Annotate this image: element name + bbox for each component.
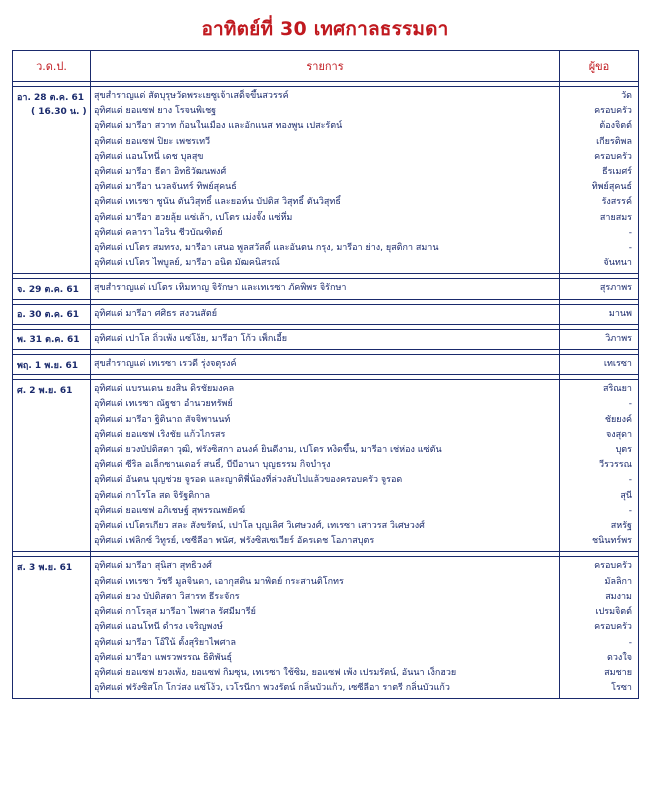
day-date-cell bbox=[13, 380, 91, 552]
requester-name: ครอบครัว bbox=[594, 561, 632, 572]
requester-name: - bbox=[628, 227, 632, 238]
requester-name: - bbox=[628, 243, 632, 254]
day-date: อา. 28 ต.ค. 61 bbox=[17, 93, 85, 103]
intention-item: อุทิศแด่ มารีอา ธีดา อิทธิวัฒนพงศ์ bbox=[94, 167, 227, 178]
intention-item: อุทิศแด่ เปโตร ไพบูลย์, มารีอา อนิต มัฒคนิสรณ์ bbox=[94, 258, 280, 269]
intention-item: อุทิศแด่ คลารา ไอริน ชีวบัณฑิตย์ bbox=[94, 227, 223, 238]
requester-name: ทิพย์สุคนธ์ bbox=[591, 182, 632, 193]
intention-list bbox=[91, 304, 560, 324]
requester-name: สมชาย bbox=[604, 667, 632, 678]
schedule-body bbox=[13, 82, 639, 699]
requester-name: โรซา bbox=[611, 683, 632, 694]
intention-item: อุทิศแด่ ยวงบัปติสตา วุฒิ, ฟรังซิสกา อนงค์ ยินดีงาม, เปโตร หงิดขึ้น, มารีอา เช่ห่อง แซ่ตัน bbox=[94, 445, 442, 456]
day-row bbox=[13, 380, 639, 552]
requester-name: วิภาพร bbox=[605, 333, 632, 344]
intention-list bbox=[91, 380, 560, 552]
items-column-header: รายการ bbox=[91, 51, 560, 82]
intention-item: อุทิศแด่ เปโตร สมทรง, มารีอา เสนอ พูลสวัสดิ์ และอันตน กรุง, มารีอา ย่าง, ยุสติกา สมาน bbox=[94, 243, 439, 254]
intention-item: อุทิศแด่ อันตน บุญช่วย จูรอด และญาติพี่น้องที่ล่วงลับไปแล้วของครอบครัว จูรอด bbox=[94, 475, 403, 486]
day-date: จ. 29 ต.ค. 61 bbox=[17, 285, 79, 296]
day-date: พฤ. 1 พ.ย. 61 bbox=[17, 360, 79, 371]
requester-name: รังสรรค์ bbox=[601, 197, 632, 208]
requester-name: สมงาม bbox=[605, 591, 632, 602]
intention-item: อุทิศแด่ ยอแซฟ ยวงเพ้ง, ยอแซฟ กิมซุน, เทเรซา ใช้ซิม, ยอแซฟ เพ้ง เปรมรัตน์, อันนา เง็กฮวย bbox=[94, 667, 457, 678]
requester-column-header: ผู้ขอ bbox=[560, 51, 639, 82]
intention-item: อุทิศแด่ ยอแซฟ ยาง โรจนพิเชฐ bbox=[94, 106, 217, 117]
requester-name: วีรวรรณ bbox=[599, 460, 632, 471]
page-title: อาทิตย์ที่ 30 เทศกาลธรรมดา bbox=[201, 18, 449, 40]
requester-list bbox=[560, 279, 639, 299]
requester-name: ครอบครัว bbox=[594, 622, 632, 633]
requester-list bbox=[560, 557, 639, 699]
intention-list bbox=[91, 329, 560, 349]
intention-item: สุขสำราญแด่ เทเรซา เรวดี รุ่งจตุรงค์ bbox=[94, 359, 237, 370]
intention-item: อุทิศแด่ มารีอา นวลจันทร์ ทิพย์สุคนธ์ bbox=[94, 182, 237, 193]
requester-name: - bbox=[628, 637, 632, 648]
intention-list bbox=[91, 557, 560, 699]
requester-name: ชนินทร์พร bbox=[592, 536, 632, 547]
intention-item: สุขสำราญแด่ เปโตร เหิมหาญ จิรักษา และเทเรซา ภัคพิพร จิรักษา bbox=[94, 283, 347, 294]
day-date: ศ. 2 พ.ย. 61 bbox=[17, 386, 73, 397]
day-date: พ. 31 ต.ค. 61 bbox=[17, 335, 80, 346]
intention-item: อุทิศแด่ เปาโล ถิ่วเพ้ง แซ่โง้ย, มารีอา โก้ว เพ็กเอี้ย bbox=[94, 333, 288, 344]
intention-item: อุทิศแด่ ซีริล อเล็กซานเดอร์ สนธิ์, บีบีอานา บุญธรรม กิจบำรุง bbox=[94, 460, 331, 471]
intention-item: อุทิศแด่ ยอแซฟ อภิเชษฐ์ สุพรรณพยัคฆ์ bbox=[94, 505, 246, 516]
requester-name: มานพ bbox=[608, 308, 632, 319]
day-row bbox=[13, 355, 639, 375]
intention-list bbox=[91, 87, 560, 274]
intention-item: อุทิศแด่ มารีอา สุนิสา สุทธิวงศ์ bbox=[94, 561, 212, 572]
intention-item: อุทิศแด่ มารีอา สวาท ก้อนในเมือง และอักแนส ทองพูน เปสะรัตน์ bbox=[94, 121, 343, 132]
intention-list bbox=[91, 279, 560, 299]
day-row bbox=[13, 87, 639, 274]
requester-name: สริณยา bbox=[602, 384, 632, 395]
requester-name: สายสมร bbox=[599, 212, 632, 223]
intention-item: อุทิศแด่ มารีอา ศศิธร สงวนสัตย์ bbox=[94, 308, 218, 319]
requester-name: - bbox=[628, 505, 632, 516]
mass-intention-table bbox=[12, 50, 639, 699]
intention-item: อุทิศแด่ เทเรซา วัชรี มูลจินดา, เอากุสติน มาพิตย์ กระสานติโกทร bbox=[94, 576, 344, 587]
requester-name: สุรภาพร bbox=[599, 283, 632, 294]
day-date-cell bbox=[13, 304, 91, 324]
requester-name: มัลลิกา bbox=[604, 576, 632, 587]
requester-name: - bbox=[628, 475, 632, 486]
intention-item: อุทิศแด่ ยวง บัปติสตา วิสารท ธีระจักร bbox=[94, 591, 240, 602]
requester-name: เปรมจิตต์ bbox=[595, 607, 632, 618]
date-column-header: ว.ด.ป. bbox=[13, 51, 91, 82]
requester-name: ชัยยงค์ bbox=[604, 414, 632, 425]
day-row bbox=[13, 557, 639, 699]
requester-name: ธีรเมศร์ bbox=[602, 167, 632, 178]
requester-list bbox=[560, 355, 639, 375]
day-date-cell bbox=[13, 279, 91, 299]
intention-item: อุทิศแด่ มารีอา ฐิตินาถ สัจจิพานนท์ bbox=[94, 414, 231, 425]
header-row bbox=[13, 51, 639, 82]
day-row bbox=[13, 279, 639, 299]
requester-name: จันทนา bbox=[603, 258, 632, 269]
requester-list bbox=[560, 87, 639, 274]
requester-name: ครอบครัว bbox=[594, 151, 632, 162]
day-date-cell bbox=[13, 87, 91, 274]
intention-item: อุทิศแด่ เปโตรเกียว สละ สังขรัตน์, เปาโล บุญเลิศ วิเศษวงศ์, เทเรซา เสาวรส วิเศษวงศ์ bbox=[94, 521, 425, 532]
requester-list bbox=[560, 329, 639, 349]
intention-item: อุทิศแด่ แบรนเดน ยงสิน ดิรชัยมงคล bbox=[94, 384, 235, 395]
day-row bbox=[13, 329, 639, 349]
intention-item: อุทิศแด่ เทเรซา ชูนัน ตันวิสุทธิ์ และยอห์น บัปติส วิสุทธิ์ ตันวิสุทธิ์ bbox=[94, 197, 341, 208]
mass-time: ( 16.30 น. ) bbox=[31, 107, 87, 117]
day-date-cell bbox=[13, 355, 91, 375]
intention-item: อุทิศแด่ กาโรโล สด จิรัฐติกาล bbox=[94, 490, 211, 501]
intention-item: อุทิศแด่ ยอแซฟ ปิยะ เพชรเทวี bbox=[94, 136, 211, 147]
requester-name: สุนี bbox=[620, 490, 632, 501]
requester-name: เทเรซา bbox=[603, 359, 632, 370]
requester-name: ครอบครัว bbox=[594, 106, 632, 117]
intention-item: อุทิศแด่ ยอแซฟ เริงชัย แก้วไกรสร bbox=[94, 429, 226, 440]
day-date-cell bbox=[13, 557, 91, 699]
requester-list bbox=[560, 304, 639, 324]
requester-name: บุตร bbox=[615, 445, 632, 456]
intention-item: อุทิศแด่ มารีอา ฮวยลุ้ย แซ่เล้า, เปโตร เม่งจั๊ง แซ่หึ่ม bbox=[94, 212, 293, 223]
intention-item: อุทิศแด่ เฟลิกซ์ วิทูรย์, เซซีลีอา พนัศ, ฟรังซิสเซเวียร์ อัครเดช โอภาสบุตร bbox=[94, 536, 375, 547]
intention-item: อุทิศแด่ กาโรลุส มารีอา ไพศาล รัศมีมารีย์ bbox=[94, 607, 256, 618]
intention-list bbox=[91, 355, 560, 375]
intention-item: อุทิศแด่ ฟรังซิสโก โกว่สง แซ่โง้ว, เวโรนีกา พวงรัตน์ กลิ่นบัวแก้ว, เซซีลีอา ราตรี กลิ่นบัวแก้ว bbox=[94, 683, 450, 694]
intention-item: อุทิศแด่ แอนโทนี่ เดช บุลสุข bbox=[94, 151, 204, 162]
intention-item: อุทิศแด่ เทเรซา ณัฐชา อำนวยทรัพย์ bbox=[94, 399, 233, 410]
day-row bbox=[13, 304, 639, 324]
requester-name: ต้องจิตต์ bbox=[599, 121, 632, 132]
requester-list bbox=[560, 380, 639, 552]
day-date: อ. 30 ต.ค. 61 bbox=[17, 310, 79, 321]
intention-item: อุทิศแด่ แอนโทนี ดำรง เจริญพงษ์ bbox=[94, 622, 223, 633]
requester-name: - bbox=[628, 399, 632, 410]
day-date: ส. 3 พ.ย. 61 bbox=[17, 563, 73, 574]
requester-name: ดวงใจ bbox=[607, 652, 632, 663]
requester-name: วัด bbox=[621, 91, 632, 101]
intention-item: อุทิศแด่ มารีอา โอ๊ใน้ ตั้งสุริยาไพศาล bbox=[94, 637, 236, 648]
intention-item: อุทิศแด่ มารีอา แพรวพรรณ ธิติพันธุ์ bbox=[94, 652, 233, 663]
requester-name: สหรัฐ bbox=[610, 521, 632, 532]
day-date-cell bbox=[13, 329, 91, 349]
requester-name: เกียรติพล bbox=[596, 136, 632, 147]
requester-name: จงสุดา bbox=[605, 429, 632, 440]
intention-item: สุขสำราญแด่ สัตบุรุษวัดพระเยซูเจ้าเสด็จขึ้นสวรรค์ bbox=[94, 91, 289, 101]
